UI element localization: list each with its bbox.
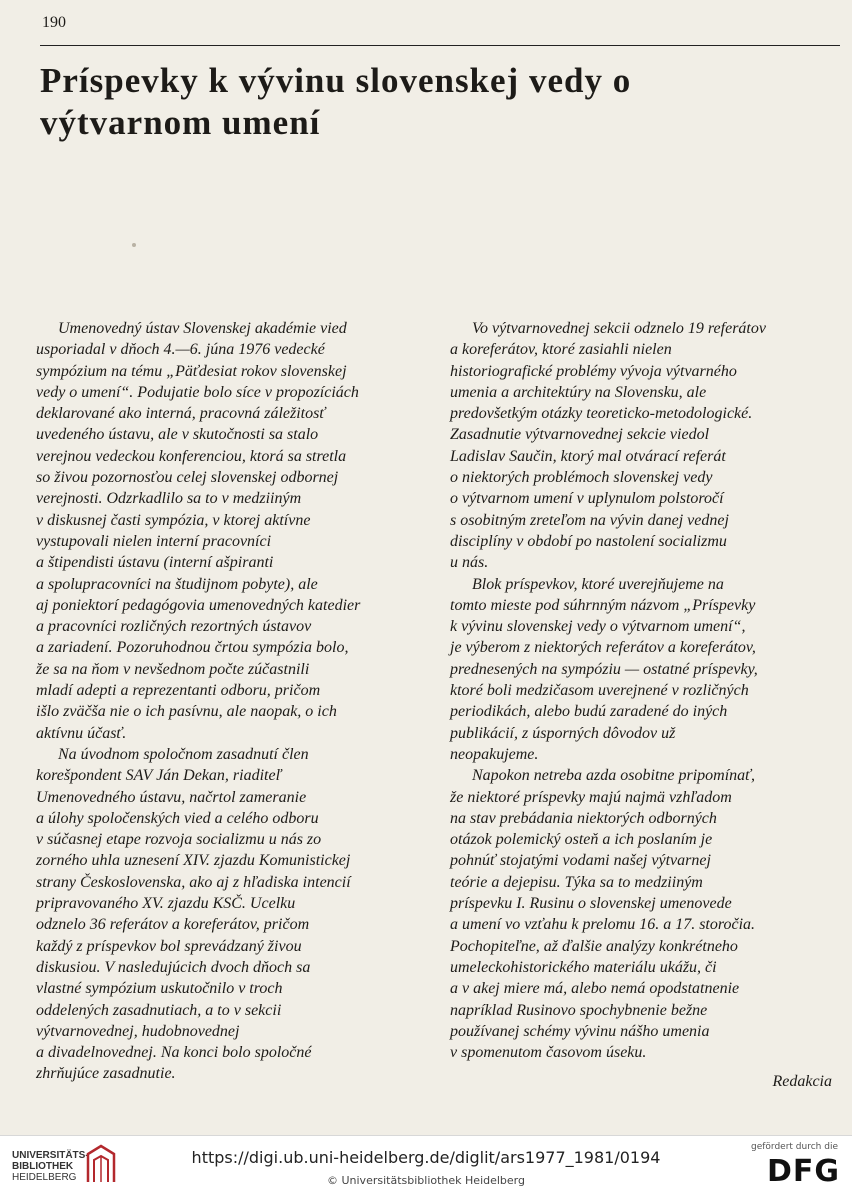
text-line: na stav prebádania niektorých odborných [450, 809, 717, 827]
text-line: verejnosti. Odzrkadlilo sa to v medziiným [36, 490, 302, 508]
text-line: k vývinu slovenskej vedy o výtvarnom umení“, [450, 618, 746, 636]
text-line: Umenovedného ústavu, načrtol zameranie [36, 788, 307, 806]
text-line: vlastné sympózium uskutočnilo v troch [36, 980, 283, 998]
logo-text-line: UNIVERSITÄTS- [12, 1150, 89, 1161]
text-line: disciplíny v období po nastolení socializmu [450, 532, 727, 550]
text-line: a pracovníci rozličných rezortných ústavov [36, 618, 312, 636]
text-line: tomto mieste pod súhrnným názvom „Príspevky [450, 596, 756, 614]
text-line: že niektoré príspevky majú najmä vzhľadom [450, 788, 732, 806]
text-line: oddelených zasadnutiach, a to v sekcii [36, 1001, 282, 1019]
text-line: otázok polemický osteň a ich poslaním je [450, 831, 713, 849]
text-line: a umení vo vzťahu k prelomu 16. a 17. storočia. [450, 916, 756, 934]
left-column [36, 318, 428, 1085]
text-line: Umenovedný ústav Slovenskej akadémie vied [58, 320, 347, 337]
text-line: strany Československa, ako aj z hľadiska intencií [36, 873, 351, 891]
text-line: usporiadal v dňoch 4.—6. júna 1976 vedecké [36, 341, 325, 359]
text-line: u nás. [450, 554, 489, 572]
text-line: napríklad Rusinovo spochybnenie bežne [450, 1001, 708, 1019]
text-line: sympózium na tému „Päťdesiat rokov slovenskej [36, 362, 347, 380]
funding-label: gefördert durch die [751, 1142, 838, 1152]
paragraph [450, 574, 838, 766]
text-line: a zariadení. Pozoruhodnou črtou sympózia bolo, [36, 639, 349, 657]
text-line: korešpondent SAV Ján Dekan, riaditeľ [36, 767, 282, 785]
text-line: deklarované ako interná, pracovná záležitosť [36, 405, 326, 423]
text-line: uvedeného ústavu, ale v skutočnosti sa stalo [36, 426, 319, 444]
text-line: aktívnu účasť. [36, 724, 127, 742]
text-line: Blok príspevkov, ktoré uverejňujeme na [472, 575, 724, 593]
text-line: publikácií, z úsporných dôvodov už [450, 724, 676, 742]
text-line: v diskusnej časti sympózia, v ktorej aktívne [36, 511, 311, 529]
text-line: Pochopiteľne, až ďalšie analýzy konkrétneho [450, 937, 738, 955]
text-line: výtvarnovednej, hudobnovednej [36, 1022, 240, 1040]
text-line: príspevku I. Rusinu o slovenskej umenovede [450, 895, 732, 913]
paragraph [450, 318, 838, 574]
text-line: a spolupracovníci na študijnom pobyte), ale [36, 575, 318, 593]
text-line: a úlohy spoločenských vied a celého odboru [36, 809, 319, 827]
text-line: vedy o umení“. Podujatie bolo síce v propozíciách [36, 383, 359, 401]
editorial-signature: Redakcia [772, 1073, 832, 1090]
logo-text-line: BIBLIOTHEK [12, 1161, 74, 1172]
right-column [450, 318, 838, 1063]
paragraph [36, 318, 428, 744]
header-rule [40, 45, 840, 46]
text-line: predovšetkým otázky teoreticko-metodologické. [450, 405, 753, 423]
library-footer [0, 1135, 852, 1196]
paragraph [450, 765, 838, 1063]
text-line: umenia a architektúry na Slovensku, ale [450, 383, 707, 401]
text-line: každý z príspevkov bol sprevádzaný živou [36, 937, 302, 955]
text-line: umeleckohistorického materiálu ukážu, či [450, 958, 717, 976]
text-line: používanej schémy vývinu nášho umenia [450, 1022, 710, 1040]
text-line: mladí adepti a reprezentanti odboru, pričom [36, 682, 321, 700]
text-line: neopakujeme. [450, 745, 539, 763]
text-line: pohnúť stojatými vodami našej výtvarnej [450, 852, 711, 870]
text-line: historiografické problémy vývoja výtvarného [450, 362, 737, 380]
copyright-notice: © Universitätsbibliothek Heidelberg [326, 1174, 525, 1187]
logo-text-line: HEIDELBERG [12, 1172, 77, 1183]
text-line: Napokon netreba azda osobitne pripomínať, [472, 767, 755, 785]
text-line: že sa na ňom v nevšednom počte zúčastnili [36, 660, 310, 678]
text-line: Vo výtvarnovednej sekcii odznelo 19 referátov [472, 320, 766, 337]
text-line: je výberom z niektorých referátov a koreferátov, [450, 639, 756, 657]
text-line: teórie a dejepisu. Týka sa to medziiným [450, 873, 703, 891]
paragraph [36, 744, 428, 1085]
text-line: s osobitným zreteľom na vývin danej vednej [450, 511, 729, 529]
text-line: zorného uhla uznesení XIV. zjazdu Komunistickej [36, 852, 351, 870]
text-line: aj poniektorí pedagógovia umenovedných katedier [36, 596, 361, 614]
text-line: odznelo 36 referátov a koreferátov, pričom [36, 916, 310, 934]
text-line: išlo zväčša nie o ich pasívnu, ale naopak, o ich [36, 703, 337, 721]
text-line: ktoré boli medzičasom uverejnené v rozličných [450, 682, 749, 700]
text-line: vystupovali nielen interní pracovníci [36, 532, 272, 550]
text-line: a v akej miere má, alebo nemá opodstatnenie [450, 980, 740, 998]
text-line: v spomenutom časovom úseku. [450, 1044, 647, 1062]
permalink-url[interactable]: https://digi.ub.uni-heidelberg.de/diglit/ars1977_1981/0194 [191, 1148, 661, 1167]
text-line: o niektorých problémoch slovenskej vedy [450, 469, 713, 487]
text-line: Na úvodnom spoločnom zasadnutí člen [58, 745, 309, 763]
paper-speck [132, 243, 136, 247]
text-line: Ladislav Saučin, ktorý mal otvárací referát [450, 447, 726, 465]
text-line: periodikách, alebo budú zaradené do iných [450, 703, 728, 721]
text-line: pripravovaného XV. zjazdu KSČ. Ucelku [36, 895, 296, 913]
text-line: diskusiou. V nasledujúcich dvoch dňoch sa [36, 958, 311, 976]
page-number: 190 [42, 14, 66, 31]
text-line: a divadelnovednej. Na konci bolo spoločné [36, 1044, 312, 1062]
text-line: verejnou vedeckou konferenciou, ktorá sa stretla [36, 447, 347, 465]
text-line: Zasadnutie výtvarnovednej sekcie viedol [450, 426, 710, 444]
text-line: zhrňujúce zasadnutie. [36, 1065, 176, 1083]
text-line: v súčasnej etape rozvoja socializmu u nás zo [36, 831, 322, 849]
text-line: a štipendisti ústavu (interní ašpiranti [36, 554, 274, 572]
dfg-logo[interactable]: DFG [766, 1154, 840, 1189]
text-line: a koreferátov, ktoré zasiahli nielen [450, 341, 672, 359]
text-line: so živou pozornosťou celej slovenskej odbornej [36, 469, 339, 487]
article-title: Príspevky k vývinu slovenskej vedy o výtvarnom umení [40, 61, 632, 142]
text-line: prednesených na sympóziu — ostatné príspevky, [450, 660, 758, 678]
text-line: o výtvarnom umení v uplynulom polstoročí [450, 490, 724, 508]
